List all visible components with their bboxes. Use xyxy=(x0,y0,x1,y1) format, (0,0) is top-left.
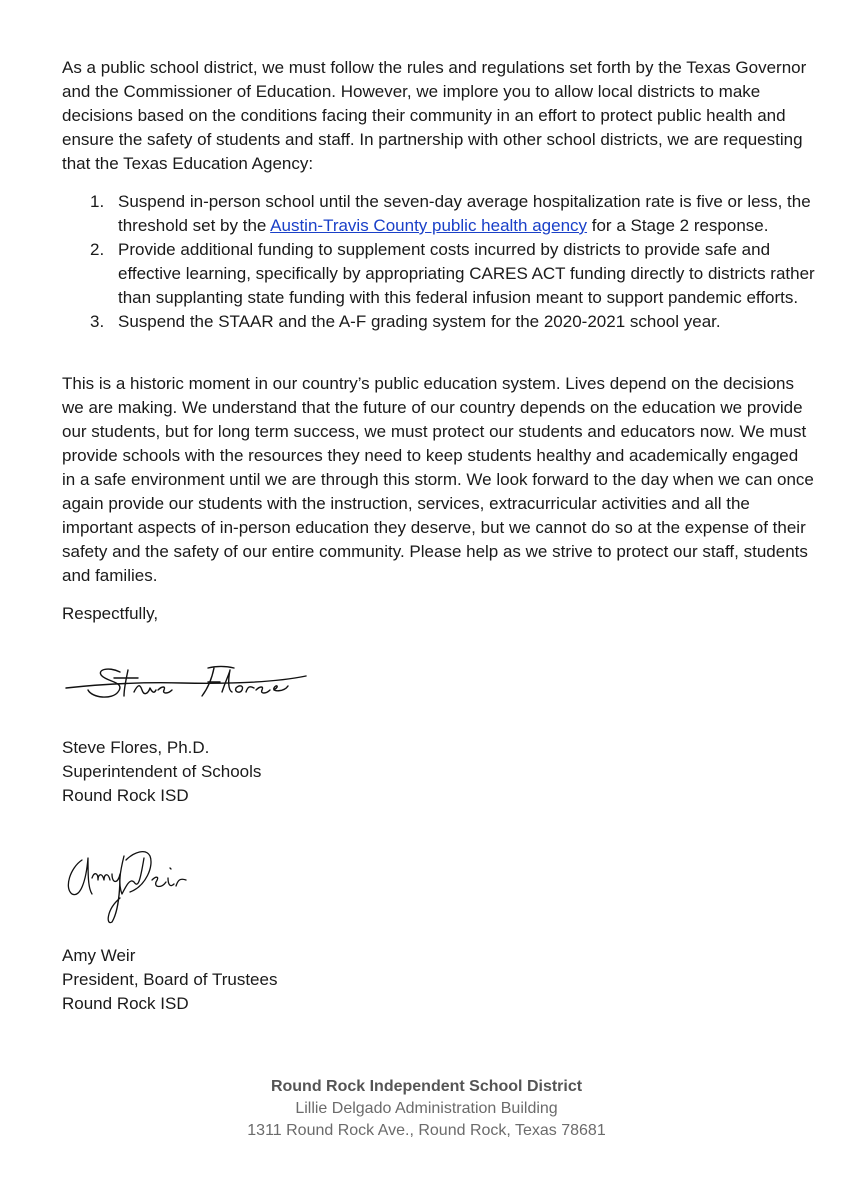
list-number: 2. xyxy=(90,240,105,259)
footer-address: 1311 Round Rock Ave., Round Rock, Texas 78681 xyxy=(247,1122,606,1139)
letterhead-footer xyxy=(0,1076,853,1142)
request-list xyxy=(90,190,818,334)
list-item xyxy=(90,238,818,310)
intro-paragraph: As a public school district, we must follow the rules and regulations set forth by the Texas Governor and the Commissioner of Education. However, we implore you to allow local districts to make decisions based on the conditions facing their community in an effort to protect public health and ensure the safety of students and staff. In partnership with other school districts, we are requesting that the Texas Education Agency: xyxy=(62,58,807,173)
list-item xyxy=(90,310,818,334)
signer-org: Round Rock ISD xyxy=(62,994,189,1013)
request-text: Suspend in-person school until the seven-day average hospitalization rate is five or less, the threshold set by the xyxy=(118,192,811,235)
signer-title: President, Board of Trustees xyxy=(62,970,278,989)
signature-steve-flores xyxy=(62,658,312,710)
body-paragraph: This is a historic moment in our country’s public education system. Lives depend on the decisions we are making. We understand that the future of our country depends on the education we provide our students, but for long term success, we must protect our students and educators now. We must provide schools with the resources they need to keep students healthy and academically engaged in a safe environment until we are through this storm. We look forward to the day when we can once again provide our students with the instruction, services, extracurricular activities and all the important aspects of in-person education they deserve, but we cannot do so at the expense of their safety and the safety of our entire community. Please help as we strive to protect our staff, students and families. xyxy=(62,374,814,585)
request-text: Suspend the STAAR and the A-F grading system for the 2020-2021 school year. xyxy=(118,312,721,331)
request-text: for a Stage 2 response. xyxy=(587,216,769,235)
signer-org: Round Rock ISD xyxy=(62,786,189,805)
signer-block-2 xyxy=(62,944,814,1016)
health-agency-link[interactable]: Austin-Travis County public health agency xyxy=(270,216,588,235)
list-number: 3. xyxy=(90,312,105,331)
signature-amy-weir xyxy=(60,838,200,930)
list-number: 1. xyxy=(90,192,105,211)
footer-building: Lillie Delgado Administration Building xyxy=(295,1100,558,1117)
footer-org-name: Round Rock Independent School District xyxy=(270,1078,583,1095)
signer-name: Steve Flores, Ph.D. xyxy=(62,738,210,757)
closing: Respectfully, xyxy=(62,604,159,623)
signer-title: Superintendent of Schools xyxy=(62,762,262,781)
list-item xyxy=(90,190,818,238)
request-text: Provide additional funding to supplement costs incurred by districts to provide safe and effective learning, specifically by appropriating CARES ACT funding directly to districts rather than supplanting state funding with this federal infusion meant to support pandemic efforts. xyxy=(118,240,815,307)
signer-block-1 xyxy=(62,736,814,808)
signer-name: Amy Weir xyxy=(62,946,136,965)
